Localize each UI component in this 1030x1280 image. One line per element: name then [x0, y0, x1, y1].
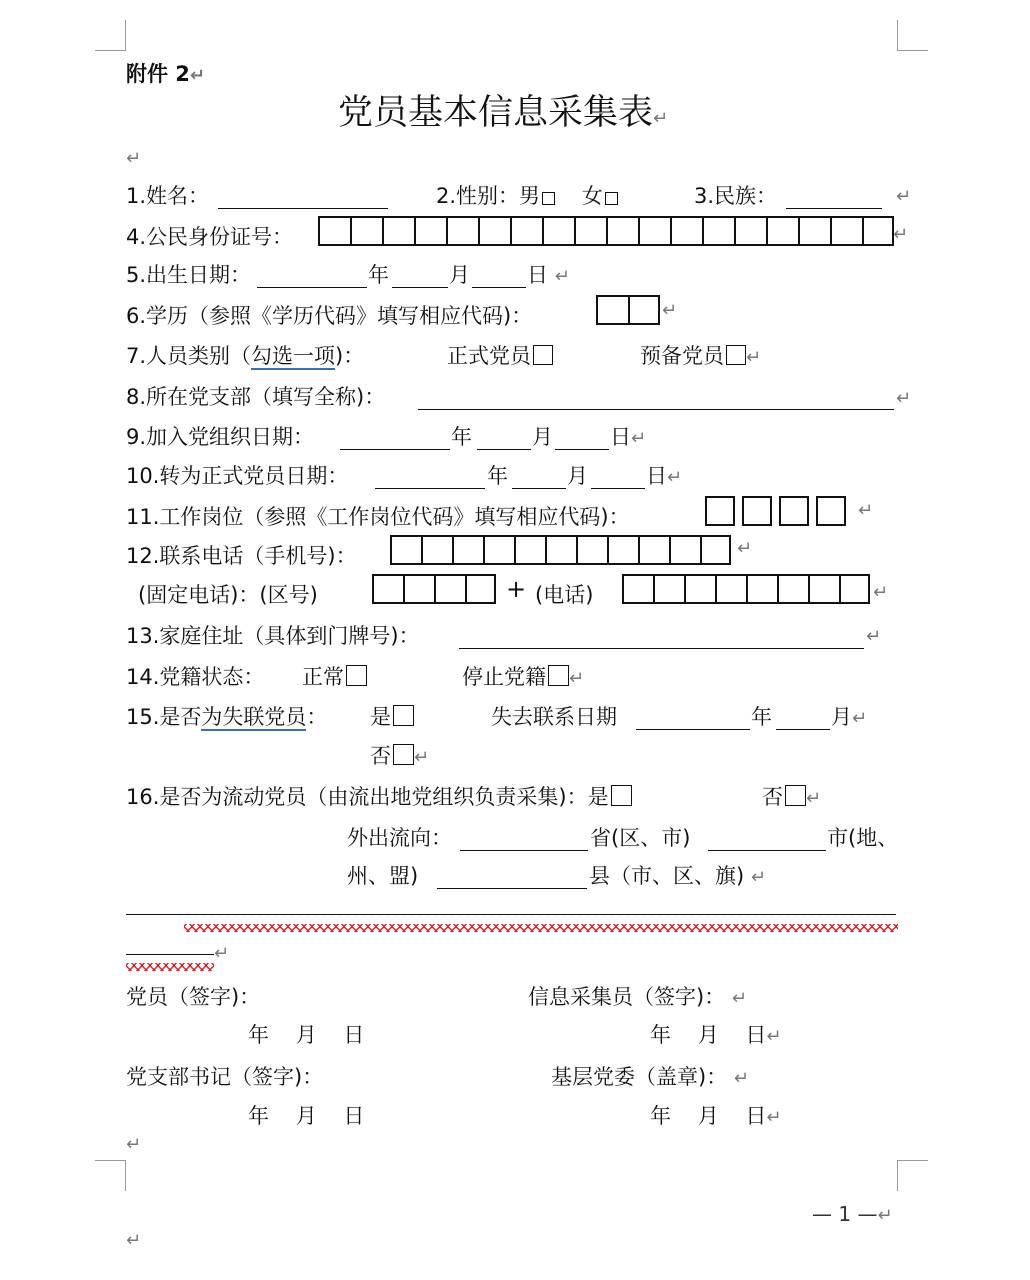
mobile-member-no-checkbox[interactable]	[785, 785, 806, 806]
input-digit-box[interactable]	[434, 574, 465, 604]
name-blank[interactable]	[218, 208, 388, 209]
input-digit-box[interactable]	[715, 574, 746, 604]
paragraph-mark: ↵	[896, 388, 912, 409]
formal-day-blank[interactable]	[591, 488, 645, 489]
year-label: 年	[451, 425, 472, 449]
day-label: 日 ↵	[527, 263, 570, 287]
corner-mark-top-left	[95, 20, 126, 51]
input-digit-box[interactable]	[628, 295, 660, 325]
mobile-number-boxes[interactable]	[390, 535, 731, 565]
year-label: 年	[368, 263, 389, 287]
input-digit-box[interactable]	[638, 216, 670, 246]
page-title: 党员基本信息采集表↵	[338, 93, 669, 133]
post-code-boxes[interactable]	[705, 496, 853, 526]
formal-member-option: 正式党员	[447, 343, 553, 369]
input-digit-box[interactable]	[684, 574, 715, 604]
collector-signature-label: 信息采集员（签字)： ↵	[528, 985, 747, 1009]
year-label: 年	[487, 464, 508, 488]
phone-label: (电话)	[535, 583, 594, 607]
input-digit-box[interactable]	[622, 574, 653, 604]
suspended-checkbox[interactable]	[548, 665, 569, 686]
mobile-member-yes-checkbox[interactable]	[611, 785, 632, 806]
input-digit-box[interactable]	[452, 535, 483, 565]
gender-field: 2.性别：男 女	[436, 183, 618, 209]
paragraph-mark: ↵	[896, 186, 912, 207]
branch-label: 8.所在党支部（填写全称)：	[126, 385, 386, 409]
day-label: 日↵	[646, 464, 683, 488]
state-label: 州、盟)	[347, 864, 419, 888]
outflow-province-blank[interactable]	[460, 850, 588, 851]
input-digit-box[interactable]	[510, 216, 542, 246]
lost-contact-label: 15.是否为失联党员：	[126, 705, 328, 729]
mobile-member-no-option: 否 ↵	[762, 785, 822, 809]
normal-checkbox[interactable]	[346, 665, 367, 686]
input-digit-box[interactable]	[705, 496, 735, 526]
input-digit-box[interactable]	[478, 216, 510, 246]
collector-signature-date: 年 月 日↵	[650, 1023, 782, 1047]
probationary-member-checkbox[interactable]	[726, 345, 746, 365]
input-digit-box[interactable]	[670, 216, 702, 246]
lost-no-option: 否 ↵	[370, 744, 430, 768]
input-digit-box[interactable]	[839, 574, 870, 604]
corner-mark-top-right	[897, 20, 928, 51]
separator-line-short	[126, 954, 214, 955]
join-day-blank[interactable]	[555, 449, 609, 450]
attachment-label: 附件 2↵	[126, 62, 206, 86]
input-digit-box[interactable]	[576, 535, 607, 565]
birth-month-blank[interactable]	[392, 287, 448, 288]
outflow-city-blank[interactable]	[708, 850, 826, 851]
join-year-blank[interactable]	[340, 449, 450, 450]
input-digit-box[interactable]	[403, 574, 434, 604]
committee-seal-label: 基层党委（盖章)： ↵	[551, 1065, 749, 1089]
input-digit-box[interactable]	[766, 216, 798, 246]
input-digit-box[interactable]	[390, 535, 421, 565]
address-label: 13.家庭住址（具体到门牌号)：	[126, 624, 420, 648]
personnel-type: 7.人员类别（勾选一项)：	[126, 344, 365, 368]
input-digit-box[interactable]	[862, 216, 894, 246]
year-label: 年	[751, 705, 772, 729]
fixed-phone-label: (固定电话)：(区号)	[138, 583, 318, 607]
input-digit-box[interactable]	[545, 535, 576, 565]
paragraph-mark: ↵	[662, 300, 678, 321]
join-month-blank[interactable]	[477, 449, 531, 450]
member-signature-label: 党员（签字)：	[126, 985, 261, 1009]
secretary-signature-label: 党支部书记（签字)：	[126, 1065, 324, 1089]
formal-month-blank[interactable]	[512, 488, 566, 489]
month-label: 月↵	[831, 705, 868, 729]
input-digit-box[interactable]	[414, 216, 446, 246]
party-status-label: 14.党籍状态：	[126, 665, 265, 689]
lost-no-checkbox[interactable]	[393, 744, 414, 765]
input-digit-box[interactable]	[446, 216, 478, 246]
paragraph-mark: ↵	[214, 943, 230, 964]
formal-year-blank[interactable]	[375, 488, 485, 489]
lost-year-blank[interactable]	[636, 729, 750, 730]
input-digit-box[interactable]	[779, 496, 809, 526]
birth-day-blank[interactable]	[472, 287, 526, 288]
input-digit-box[interactable]	[465, 574, 496, 604]
id-number-boxes[interactable]	[318, 216, 894, 246]
input-digit-box[interactable]	[830, 216, 862, 246]
female-checkbox[interactable]	[605, 192, 618, 205]
spell-check-underline	[126, 963, 214, 971]
input-digit-box[interactable]	[483, 535, 514, 565]
plus-sign: +	[506, 575, 527, 603]
page-number: — 1 —↵	[812, 1202, 893, 1226]
row-name-gender-ethnic: 1.姓名：	[126, 184, 210, 208]
formal-member-checkbox[interactable]	[533, 345, 553, 365]
input-digit-box[interactable]	[638, 535, 669, 565]
input-digit-box[interactable]	[421, 535, 452, 565]
month-label: 月	[567, 464, 588, 488]
input-digit-box[interactable]	[372, 574, 403, 604]
month-label: 月	[532, 425, 553, 449]
lost-date-label: 失去联系日期	[491, 705, 617, 729]
mobile-label: 12.联系电话（手机号)：	[126, 544, 357, 568]
province-label: 省(区、市)	[590, 826, 691, 850]
post-label: 11.工作岗位（参照《工作岗位代码》填写相应代码)：	[126, 505, 630, 529]
formal-date-label: 10.转为正式党员日期：	[126, 464, 349, 488]
input-digit-box[interactable]	[734, 216, 766, 246]
ethnic-blank[interactable]	[786, 208, 882, 209]
input-digit-box[interactable]	[746, 574, 777, 604]
input-digit-box[interactable]	[514, 535, 545, 565]
input-digit-box[interactable]	[382, 216, 414, 246]
input-digit-box[interactable]	[798, 216, 830, 246]
input-digit-box[interactable]	[702, 216, 734, 246]
lost-month-blank[interactable]	[776, 729, 830, 730]
address-blank[interactable]	[459, 648, 864, 649]
outflow-county-blank[interactable]	[437, 888, 587, 889]
county-label: 县（市、区、旗) ↵	[589, 864, 766, 888]
mobile-member-label: 16.是否为流动党员（由流出地党组织负责采集)：是	[126, 784, 632, 810]
separator-line	[126, 914, 896, 915]
input-digit-box[interactable]	[669, 535, 700, 565]
education-label: 6.学历（参照《学历代码》填写相应代码)：	[126, 304, 533, 328]
birth-date-label: 5.出生日期：	[126, 263, 252, 287]
outflow-label: 外出流向：	[347, 826, 452, 850]
spell-check-underline	[184, 924, 898, 932]
education-code-boxes[interactable]	[596, 295, 660, 325]
day-label: 日↵	[610, 425, 647, 449]
paragraph-mark: ↵	[858, 500, 874, 521]
ethnic-label: 3.民族：	[694, 184, 778, 208]
input-digit-box[interactable]	[318, 216, 350, 246]
input-digit-box[interactable]	[653, 574, 684, 604]
input-digit-box[interactable]	[808, 574, 839, 604]
branch-blank[interactable]	[418, 409, 894, 410]
male-checkbox[interactable]	[542, 192, 555, 205]
input-digit-box[interactable]	[816, 496, 846, 526]
join-date-label: 9.加入党组织日期：	[126, 425, 315, 449]
city-label: 市(地、	[827, 826, 899, 850]
input-digit-box[interactable]	[700, 535, 731, 565]
committee-seal-date: 年 月 日↵	[650, 1104, 782, 1128]
input-digit-box[interactable]	[777, 574, 808, 604]
paragraph-mark: ↵	[126, 1134, 142, 1155]
paragraph-mark: ↵	[126, 148, 142, 169]
month-label: 月	[449, 263, 470, 287]
paragraph-mark: ↵	[866, 626, 882, 647]
suspended-option: 停止党籍 ↵	[462, 665, 585, 689]
paragraph-mark: ↵	[126, 1230, 142, 1251]
input-digit-box[interactable]	[596, 295, 628, 325]
corner-mark-bottom-right	[897, 1160, 928, 1191]
paragraph-mark: ↵	[737, 538, 753, 559]
lost-yes-option: 是	[370, 704, 414, 730]
input-digit-box[interactable]	[606, 216, 638, 246]
input-digit-box[interactable]	[742, 496, 772, 526]
id-label: 4.公民身份证号：	[126, 225, 294, 249]
probationary-member-option: 预备党员 ↵	[640, 344, 762, 368]
normal-option: 正常	[302, 664, 367, 690]
area-code-boxes[interactable]	[372, 574, 496, 604]
input-digit-box[interactable]	[574, 216, 606, 246]
corner-mark-bottom-left	[95, 1160, 126, 1191]
birth-year-blank[interactable]	[257, 287, 367, 288]
phone-number-boxes[interactable]	[622, 574, 870, 604]
secretary-signature-date: 年 月 日	[248, 1104, 365, 1128]
lost-yes-checkbox[interactable]	[393, 705, 414, 726]
paragraph-mark: ↵	[893, 224, 909, 245]
input-digit-box[interactable]	[542, 216, 574, 246]
paragraph-mark: ↵	[873, 582, 889, 603]
input-digit-box[interactable]	[607, 535, 638, 565]
input-digit-box[interactable]	[350, 216, 382, 246]
member-signature-date: 年 月 日	[248, 1023, 365, 1047]
